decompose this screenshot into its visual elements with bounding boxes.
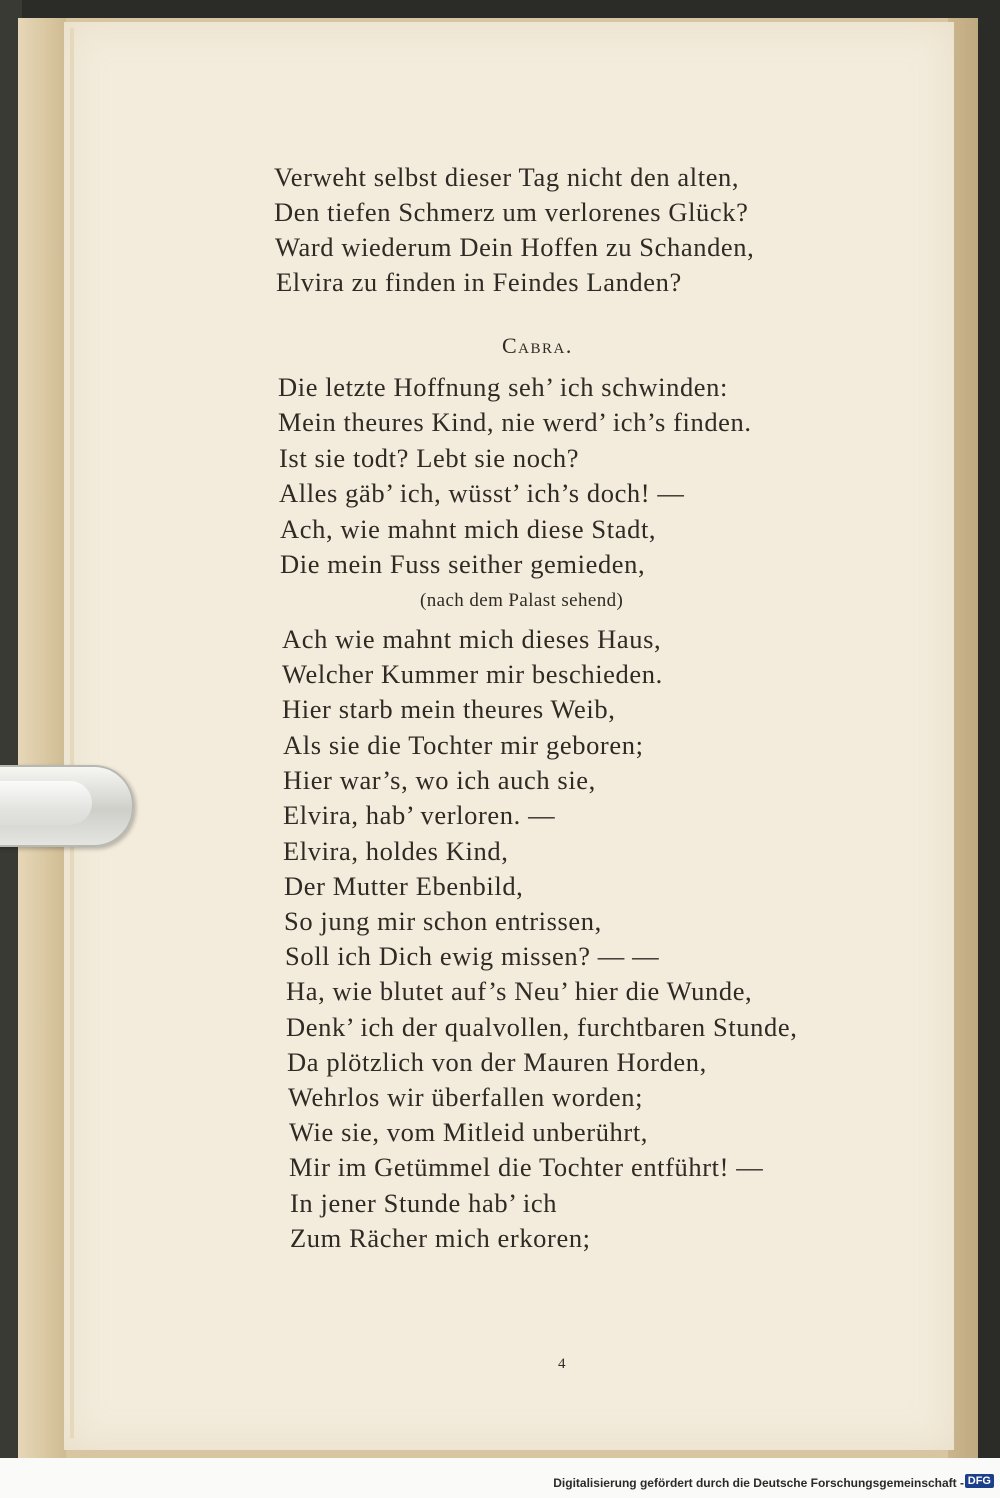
poem-line: Elvira, holdes Kind, — [283, 836, 509, 866]
poem-line: Die letzte Hoffnung seh’ ich schwinden: — [278, 372, 728, 402]
footer-credit: Digitalisierung gefördert durch die Deutsche Forschungsgemeinschaft - — [553, 1476, 964, 1490]
poem-line: Zum Rächer mich erkoren; — [290, 1223, 591, 1253]
poem-line: Der Mutter Ebenbild, — [284, 871, 524, 901]
poem-line: Soll ich Dich ewig missen? — — — [285, 941, 660, 971]
poem-line: Ha, wie blutet auf’s Neu’ hier die Wunde, — [286, 976, 753, 1006]
poem-line: Ward wiederum Dein Hoffen zu Schanden, — [275, 232, 755, 262]
poem-line: Als sie die Tochter mir geboren; — [283, 730, 644, 760]
poem-line: Die mein Fuss seither gemieden, — [280, 549, 646, 579]
poem-line: Hier starb mein theures Weib, — [282, 694, 616, 724]
poem-line: Ist sie todt? Lebt sie noch? — [279, 443, 580, 473]
poem-line: Elvira, hab’ verloren. — — [283, 800, 556, 830]
poem-line: Den tiefen Schmerz um verlorenes Glück? — [274, 197, 749, 227]
page-number: 4 — [558, 1356, 566, 1372]
speaker-name: Cabra. — [502, 333, 573, 358]
poem-line: Verweht selbst dieser Tag nicht den alten, — [274, 162, 740, 192]
poem-line: Alles gäb’ ich, wüsst’ ich’s doch! — — [279, 478, 685, 508]
poem-line: Hier war’s, wo ich auch sie, — [283, 765, 596, 795]
poem-line: Wie sie, vom Mitleid unberührt, — [289, 1117, 649, 1147]
dfg-logo: DFG — [965, 1474, 994, 1488]
poem-line: Wehrlos wir überfallen worden; — [288, 1082, 644, 1112]
poem-line: Da plötzlich von der Mauren Horden, — [287, 1047, 707, 1077]
poem-line: Denk’ ich der qualvollen, furchtbaren Stunde, — [286, 1012, 798, 1042]
stage-direction: (nach dem Palast sehend) — [420, 590, 624, 611]
poem-line: In jener Stunde hab’ ich — [290, 1188, 558, 1218]
poem-line: Elvira zu finden in Feindes Landen? — [276, 267, 682, 297]
poem-line: Ach wie mahnt mich dieses Haus, — [282, 624, 662, 654]
poem-line: Ach, wie mahnt mich diese Stadt, — [280, 514, 657, 544]
poem-line: Welcher Kummer mir beschieden. — [282, 659, 663, 689]
poem-line: Mein theures Kind, nie werd’ ich’s finden. — [278, 407, 752, 437]
poem-line: So jung mir schon entrissen, — [284, 906, 602, 936]
poem-line: Mir im Getümmel die Tochter entführt! — — [289, 1152, 764, 1182]
